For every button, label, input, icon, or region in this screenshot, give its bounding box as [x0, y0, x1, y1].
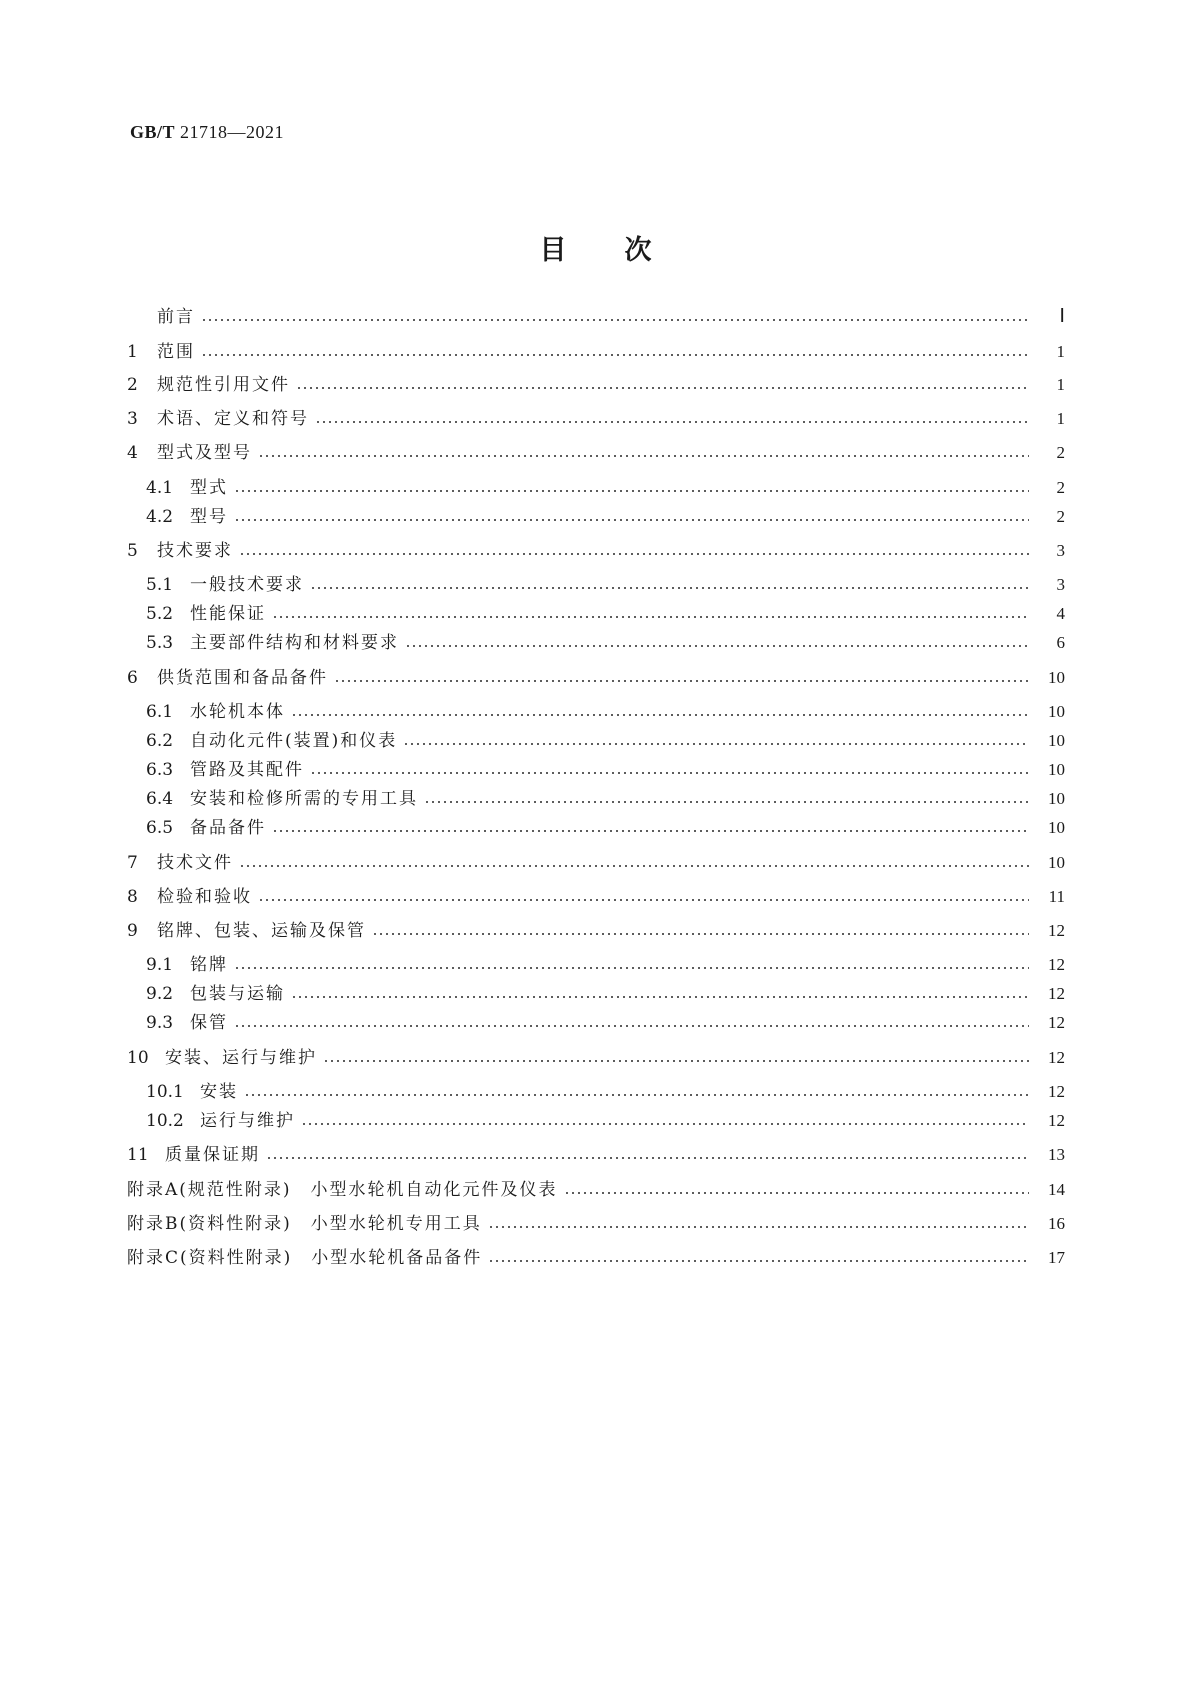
toc-leader-dots	[234, 1025, 1029, 1027]
toc-entry[interactable]	[0, 539, 1191, 563]
toc-entry-page: 10	[1048, 760, 1065, 779]
toc-entry-page: 10	[1048, 731, 1065, 750]
toc-entry-title: 主要部件结构和材料要求	[190, 633, 399, 653]
toc-entry-page: 16	[1048, 1214, 1065, 1233]
toc-leader-dots	[258, 899, 1029, 901]
toc-leader-dots	[201, 319, 1029, 321]
toc-leader-dots	[405, 645, 1029, 647]
toc-entry-number: 9	[127, 921, 138, 941]
toc-entry[interactable]	[0, 1046, 1191, 1070]
toc-leader-dots	[323, 1060, 1029, 1062]
toc-entry-title: 检验和验收	[157, 887, 252, 907]
toc-entry[interactable]	[0, 340, 1191, 364]
toc-entry-title: 包装与运输	[190, 984, 285, 1004]
toc-entry-title: 安装	[200, 1082, 238, 1102]
toc-entry-number: 附录C	[127, 1248, 181, 1268]
toc-entry-page: 10	[1048, 818, 1065, 837]
toc-entry-number: 8	[127, 887, 138, 907]
toc-entry-page: 10	[1048, 789, 1065, 808]
toc-entry-number: 5	[127, 541, 138, 561]
toc-entry-title: 安装、运行与维护	[165, 1048, 317, 1068]
toc-entry[interactable]	[0, 982, 1191, 1006]
toc-entry[interactable]	[0, 885, 1191, 909]
toc-entry-page: Ⅰ	[1059, 306, 1065, 327]
toc-entry[interactable]	[0, 1212, 1191, 1236]
toc-entry-number: 9.1	[146, 955, 174, 975]
toc-entry-title: 规范性引用文件	[157, 375, 290, 395]
toc-entry[interactable]	[0, 505, 1191, 529]
toc-entry-page: 6	[1056, 633, 1065, 652]
toc-entry-number: 6.2	[146, 731, 174, 751]
toc-entry[interactable]	[0, 851, 1191, 875]
toc-entry[interactable]	[0, 1246, 1191, 1270]
toc-entry-title: 型号	[190, 507, 228, 527]
toc-entry-number: 10	[127, 1048, 149, 1068]
toc-entry-title: 范围	[157, 342, 195, 362]
toc-entry-title: 管路及其配件	[190, 760, 304, 780]
toc-entry[interactable]	[0, 758, 1191, 782]
toc-leader-dots	[296, 387, 1029, 389]
toc-entry[interactable]	[0, 666, 1191, 690]
toc-entry-number: 9.2	[146, 984, 174, 1004]
toc-entry[interactable]	[0, 1109, 1191, 1133]
toc-entry-number: 9.3	[146, 1013, 174, 1033]
toc-entry-title: 铭牌、包装、运输及保管	[157, 921, 366, 941]
toc-entry-number: 6	[127, 668, 138, 688]
toc-entry[interactable]	[0, 1011, 1191, 1035]
toc-entry-number: 附录B	[127, 1214, 180, 1234]
toc-leader-dots	[488, 1226, 1029, 1228]
standard-prefix: GB/T	[130, 122, 176, 142]
toc-leader-dots	[266, 1157, 1029, 1159]
toc-entry-title: 供货范围和备品备件	[157, 668, 328, 688]
toc-entry-title: 一般技术要求	[190, 575, 304, 595]
toc-leader-dots	[234, 519, 1029, 521]
toc-entry-page: 10	[1048, 668, 1065, 687]
toc-entry-number: 7	[127, 853, 138, 873]
toc-entry-title: 铭牌	[190, 955, 228, 975]
toc-entry-page: 12	[1048, 984, 1065, 1003]
toc-leader-dots	[372, 933, 1029, 935]
toc-leader-dots	[334, 680, 1029, 682]
toc-entry-page: 3	[1056, 575, 1065, 594]
toc-entry-number: 1	[127, 342, 138, 362]
toc-leader-dots	[258, 455, 1029, 457]
toc-entry-title: 型式及型号	[157, 443, 252, 463]
toc-entry-page: 17	[1048, 1248, 1065, 1267]
toc-entry[interactable]	[0, 407, 1191, 431]
toc-entry[interactable]	[0, 729, 1191, 753]
toc-entry-title: 技术文件	[157, 853, 233, 873]
toc-entry-page: 12	[1048, 955, 1065, 974]
toc-entry-number: 4.2	[146, 507, 174, 527]
toc-leader-dots	[310, 772, 1029, 774]
toc-entry[interactable]	[0, 1178, 1191, 1202]
toc-entry-page: 3	[1056, 541, 1065, 560]
toc-entry-title: 前言	[157, 307, 195, 327]
toc-entry-title: 质量保证期	[165, 1145, 260, 1165]
toc-entry-number: 4	[127, 443, 138, 463]
toc-entry-page: 12	[1048, 1048, 1065, 1067]
toc-entry-title: 技术要求	[157, 541, 233, 561]
toc-entry-number: 5.3	[146, 633, 174, 653]
toc-entry-number: 3	[127, 409, 138, 429]
toc-leader-dots	[310, 587, 1029, 589]
toc-leader-dots	[272, 616, 1029, 618]
toc-entry[interactable]	[0, 602, 1191, 626]
toc-entry-page: 4	[1056, 604, 1065, 623]
toc-entry-title: 运行与维护	[200, 1111, 295, 1131]
standard-number: 21718—2021	[180, 122, 285, 142]
toc-leader-dots	[301, 1123, 1029, 1125]
toc-entry-title: 自动化元件(装置)和仪表	[190, 731, 398, 751]
toc-entry-number: 4.1	[146, 478, 174, 498]
toc-entry[interactable]	[0, 816, 1191, 840]
toc-entry-page: 12	[1048, 921, 1065, 940]
toc-entry-page: 11	[1048, 887, 1065, 906]
toc-entry-title: 型式	[190, 478, 228, 498]
toc-entry[interactable]	[0, 631, 1191, 655]
toc-leader-dots	[488, 1260, 1029, 1262]
toc-entry-page: 2	[1056, 478, 1065, 497]
toc-leader-dots	[234, 967, 1029, 969]
toc-entry-page: 12	[1048, 1013, 1065, 1032]
toc-entry[interactable]	[0, 305, 1191, 329]
toc-entry-number: 5.1	[146, 575, 174, 595]
toc-entry-title: 术语、定义和符号	[157, 409, 309, 429]
toc-leader-dots	[291, 996, 1029, 998]
toc-entry-title: 水轮机本体	[190, 702, 285, 722]
toc-entry[interactable]	[0, 1080, 1191, 1104]
toc-leader-dots	[403, 743, 1029, 745]
toc-entry-title: 性能保证	[190, 604, 266, 624]
toc-entry-number: 2	[127, 375, 138, 395]
toc-entry[interactable]	[0, 1143, 1191, 1167]
toc-entry-title: 保管	[190, 1013, 228, 1033]
toc-entry-title: (规范性附录) 小型水轮机自动化元件及仪表	[179, 1180, 558, 1200]
toc-leader-dots	[291, 714, 1029, 716]
toc-entry-number: 10.2	[146, 1111, 184, 1131]
toc-leader-dots	[244, 1094, 1029, 1096]
toc-entry[interactable]	[0, 787, 1191, 811]
toc-entry-title: 安装和检修所需的专用工具	[190, 789, 418, 809]
toc-entry-number: 附录A	[127, 1180, 180, 1200]
toc-leader-dots	[201, 354, 1029, 356]
toc-entry[interactable]	[0, 373, 1191, 397]
toc-entry-page: 14	[1048, 1180, 1065, 1199]
toc-entry-number: 6.4	[146, 789, 174, 809]
toc-entry-title: (资料性附录) 小型水轮机备品备件	[180, 1248, 483, 1268]
toc-entry[interactable]	[0, 441, 1191, 465]
toc-entry-number: 10.1	[146, 1082, 184, 1102]
toc-entry-page: 13	[1048, 1145, 1065, 1164]
toc-leader-dots	[234, 490, 1029, 492]
toc-entry-page: 10	[1048, 853, 1065, 872]
toc-entry-page: 1	[1056, 342, 1065, 361]
toc-entry-title: (资料性附录) 小型水轮机专用工具	[179, 1214, 482, 1234]
toc-entry-page: 1	[1056, 375, 1065, 394]
toc-entry-page: 1	[1056, 409, 1065, 428]
toc-entry-number: 6.1	[146, 702, 174, 722]
toc-entry-page: 12	[1048, 1111, 1065, 1130]
toc-entry-number: 6.3	[146, 760, 174, 780]
toc-entry-page: 2	[1056, 507, 1065, 526]
page-title: 目次	[539, 235, 710, 266]
toc-leader-dots	[272, 830, 1029, 832]
toc-entry-page: 10	[1048, 702, 1065, 721]
toc-leader-dots	[239, 553, 1029, 555]
toc-entry[interactable]	[0, 476, 1191, 500]
toc-entry-page: 2	[1056, 443, 1065, 462]
toc-entry-title: 备品备件	[190, 818, 266, 838]
toc-leader-dots	[315, 421, 1029, 423]
toc-entry[interactable]	[0, 919, 1191, 943]
toc-leader-dots	[239, 865, 1029, 867]
toc-entry[interactable]	[0, 573, 1191, 597]
toc-entry[interactable]	[0, 700, 1191, 724]
toc-entry-number: 5.2	[146, 604, 174, 624]
toc-leader-dots	[424, 801, 1029, 803]
toc-entry-page: 12	[1048, 1082, 1065, 1101]
toc-entry-number: 6.5	[146, 818, 174, 838]
toc-entry[interactable]	[0, 953, 1191, 977]
toc-leader-dots	[564, 1192, 1029, 1194]
toc-entry-number: 11	[127, 1145, 149, 1165]
